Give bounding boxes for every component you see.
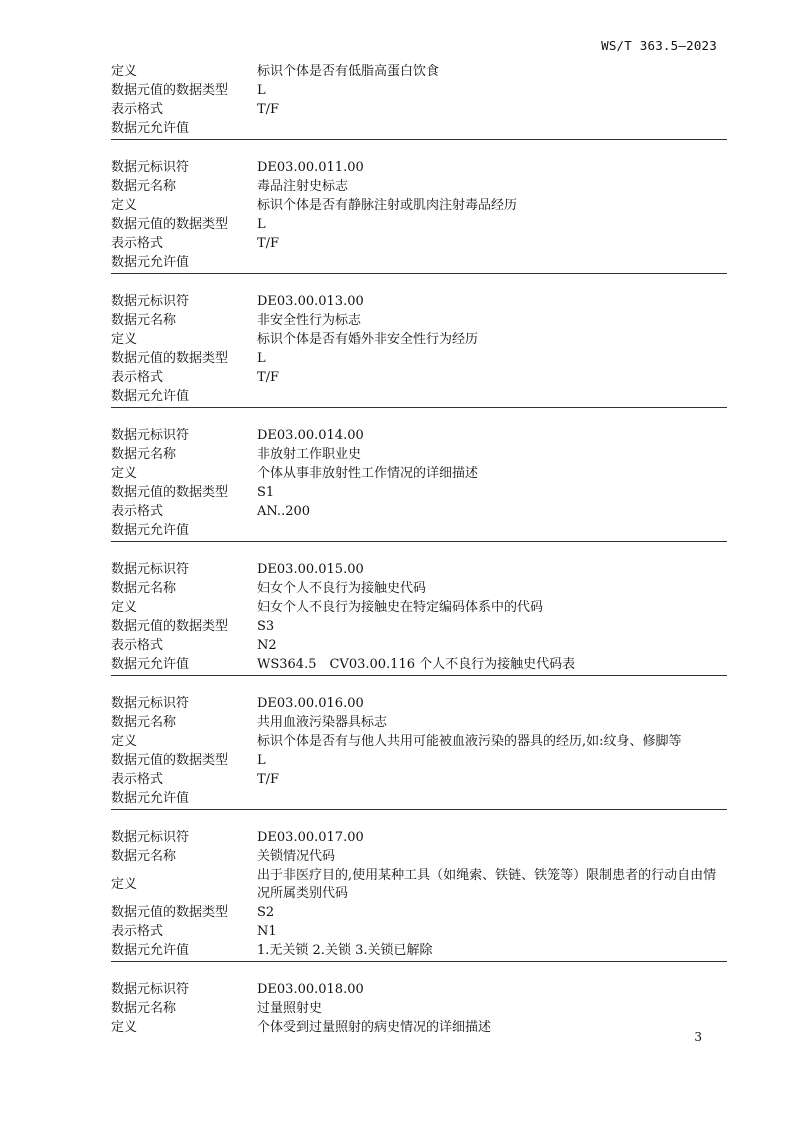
datatype-label: 数据元值的数据类型 [111, 350, 229, 366]
definition-label: 定义 [111, 197, 138, 213]
name-value: 毒品注射史标志 [257, 178, 349, 194]
datatype-value: L [257, 752, 266, 768]
page-number: 3 [694, 1030, 702, 1044]
format-value: N1 [257, 923, 277, 939]
name-label: 数据元名称 [111, 1000, 177, 1016]
identifier-label: 数据元标识符 [111, 561, 190, 577]
definition-label: 定义 [111, 876, 138, 892]
allowed-row [111, 941, 727, 960]
data-element-block [111, 292, 727, 408]
name-value: 过量照射史 [257, 1000, 323, 1016]
definition-value: 标识个体是否有低脂高蛋白饮食 [257, 63, 440, 79]
name-label: 数据元名称 [111, 446, 177, 462]
name-row [111, 713, 727, 732]
identifier-row [111, 560, 727, 579]
data-element-block [111, 158, 727, 274]
format-value: T/F [257, 101, 280, 117]
identifier-label: 数据元标识符 [111, 427, 190, 443]
format-label: 表示格式 [111, 101, 164, 117]
datatype-label: 数据元值的数据类型 [111, 82, 229, 98]
name-label: 数据元名称 [111, 580, 177, 596]
identifier-label: 数据元标识符 [111, 829, 190, 845]
definition-row [111, 598, 727, 617]
datatype-label: 数据元值的数据类型 [111, 618, 229, 634]
allowed-label: 数据元允许值 [111, 656, 190, 672]
format-row [111, 100, 727, 119]
data-element-block [111, 560, 727, 676]
allowed-row [111, 387, 727, 406]
datatype-value: L [257, 216, 266, 232]
standard-code: WS/T 363.5—2023 [601, 38, 717, 53]
name-row [111, 999, 727, 1018]
format-value: AN..200 [257, 503, 311, 519]
datatype-row [111, 483, 727, 502]
identifier-label: 数据元标识符 [111, 293, 190, 309]
allowed-label: 数据元允许值 [111, 388, 190, 404]
format-row [111, 368, 727, 387]
name-label: 数据元名称 [111, 714, 177, 730]
format-value: N2 [257, 637, 277, 653]
name-row [111, 177, 727, 196]
datatype-row [111, 903, 727, 922]
datatype-row [111, 751, 727, 770]
definition-label: 定义 [111, 331, 138, 347]
datatype-row [111, 81, 727, 100]
allowed-value: WS364.5 CV03.00.116 个人不良行为接触史代码表 [257, 656, 576, 672]
definition-value: 标识个体是否有静脉注射或肌肉注射毒品经历 [257, 197, 518, 213]
identifier-label: 数据元标识符 [111, 981, 190, 997]
definition-row [111, 732, 727, 751]
identifier-row [111, 980, 727, 999]
definition-value: 出于非医疗目的,使用某种工具（如绳索、铁链、铁笼等）限制患者的行动自由情况所属类别代码 [257, 867, 717, 901]
format-label: 表示格式 [111, 637, 164, 653]
datatype-value: L [257, 82, 266, 98]
definition-row [111, 464, 727, 483]
datatype-label: 数据元值的数据类型 [111, 752, 229, 768]
name-label: 数据元名称 [111, 848, 177, 864]
format-label: 表示格式 [111, 235, 164, 251]
allowed-label: 数据元允许值 [111, 790, 190, 806]
identifier-row [111, 158, 727, 177]
definition-label: 定义 [111, 465, 138, 481]
datatype-value: S1 [257, 484, 275, 500]
datatype-row [111, 215, 727, 234]
data-element-block [111, 62, 727, 140]
format-row [111, 922, 727, 941]
identifier-value: DE03.00.011.00 [257, 159, 364, 175]
definition-row [111, 196, 727, 215]
data-element-list [111, 62, 727, 1056]
definition-value: 标识个体是否有婚外非安全性行为经历 [257, 331, 479, 347]
name-row [111, 579, 727, 598]
name-value: 关锁情况代码 [257, 848, 336, 864]
definition-row [111, 866, 727, 903]
datatype-label: 数据元值的数据类型 [111, 484, 229, 500]
datatype-row [111, 617, 727, 636]
data-element-block [111, 980, 727, 1038]
format-row [111, 502, 727, 521]
name-value: 共用血液污染器具标志 [257, 714, 388, 730]
identifier-row [111, 828, 727, 847]
allowed-row [111, 253, 727, 272]
identifier-value: DE03.00.017.00 [257, 829, 364, 845]
allowed-label: 数据元允许值 [111, 120, 190, 136]
name-row [111, 311, 727, 330]
name-value: 非安全性行为标志 [257, 312, 362, 328]
allowed-row [111, 521, 727, 540]
format-value: T/F [257, 771, 280, 787]
name-label: 数据元名称 [111, 178, 177, 194]
allowed-row [111, 655, 727, 674]
datatype-label: 数据元值的数据类型 [111, 216, 229, 232]
identifier-label: 数据元标识符 [111, 159, 190, 175]
name-value: 非放射工作职业史 [257, 446, 362, 462]
name-row [111, 847, 727, 866]
data-element-block [111, 828, 727, 962]
identifier-value: DE03.00.014.00 [257, 427, 364, 443]
definition-label: 定义 [111, 599, 138, 615]
format-row [111, 770, 727, 789]
format-label: 表示格式 [111, 369, 164, 385]
definition-row [111, 62, 727, 81]
identifier-value: DE03.00.016.00 [257, 695, 364, 711]
name-value: 妇女个人不良行为接触史代码 [257, 580, 427, 596]
definition-value: 妇女个人不良行为接触史在特定编码体系中的代码 [257, 599, 544, 615]
definition-value: 个体从事非放射性工作情况的详细描述 [257, 465, 479, 481]
data-element-block [111, 694, 727, 810]
datatype-value: S2 [257, 904, 275, 920]
name-label: 数据元名称 [111, 312, 177, 328]
format-value: T/F [257, 235, 280, 251]
format-value: T/F [257, 369, 280, 385]
identifier-value: DE03.00.018.00 [257, 981, 364, 997]
allowed-value: 1.无关锁 2.关锁 3.关锁已解除 [257, 942, 433, 958]
definition-row [111, 1018, 727, 1037]
definition-label: 定义 [111, 733, 138, 749]
definition-label: 定义 [111, 63, 138, 79]
allowed-label: 数据元允许值 [111, 254, 190, 270]
identifier-row [111, 292, 727, 311]
allowed-row [111, 789, 727, 808]
format-row [111, 234, 727, 253]
identifier-value: DE03.00.013.00 [257, 293, 364, 309]
datatype-value: S3 [257, 618, 275, 634]
identifier-row [111, 426, 727, 445]
definition-label: 定义 [111, 1019, 138, 1035]
definition-value: 个体受到过量照射的病史情况的详细描述 [257, 1019, 492, 1035]
allowed-label: 数据元允许值 [111, 942, 190, 958]
format-label: 表示格式 [111, 923, 164, 939]
allowed-row [111, 119, 727, 138]
identifier-row [111, 694, 727, 713]
format-label: 表示格式 [111, 503, 164, 519]
format-row [111, 636, 727, 655]
identifier-label: 数据元标识符 [111, 695, 190, 711]
definition-value: 标识个体是否有与他人共用可能被血液污染的器具的经历,如:纹身、修脚等 [257, 733, 682, 749]
format-label: 表示格式 [111, 771, 164, 787]
datatype-value: L [257, 350, 266, 366]
definition-row [111, 330, 727, 349]
name-row [111, 445, 727, 464]
datatype-row [111, 349, 727, 368]
data-element-block [111, 426, 727, 542]
allowed-label: 数据元允许值 [111, 522, 190, 538]
datatype-label: 数据元值的数据类型 [111, 904, 229, 920]
identifier-value: DE03.00.015.00 [257, 561, 364, 577]
